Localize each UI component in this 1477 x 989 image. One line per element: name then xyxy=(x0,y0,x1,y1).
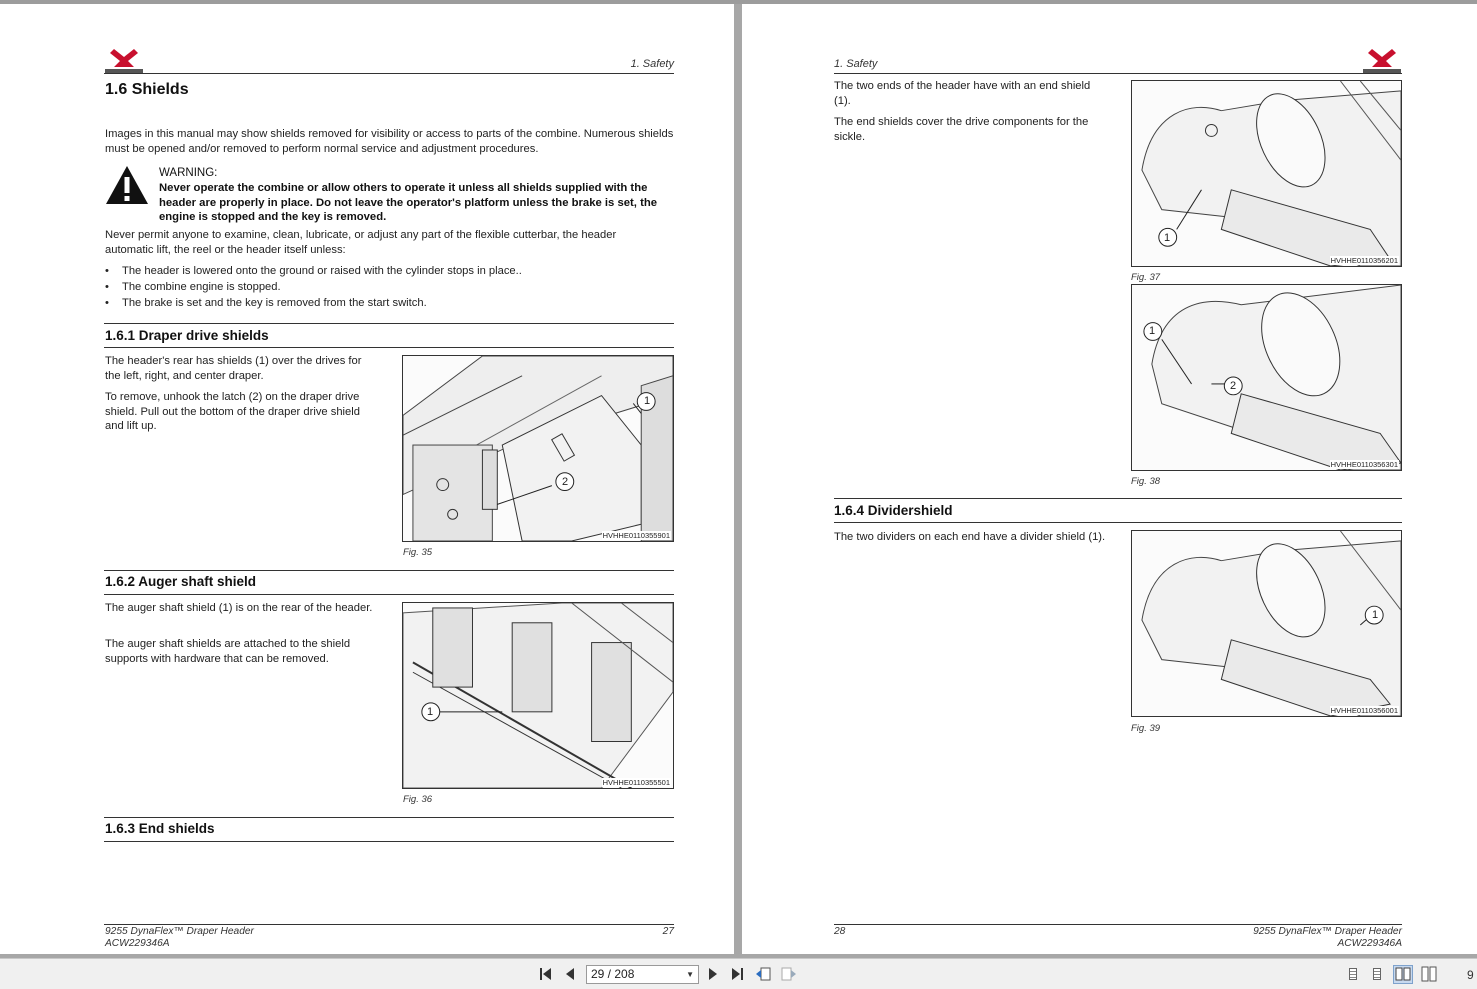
section-rule xyxy=(104,841,674,842)
massey-ferguson-logo xyxy=(1362,47,1402,75)
running-header: 1. Safety xyxy=(834,58,878,70)
warning-body: Never operate the combine or allow others to operate it unless all shields supplied with the header are properly in place. Do not leave the operator's platform unless the brake is set, the engine is stopped and the key is removed. xyxy=(159,182,658,223)
subsection-title-end: 1.6.3 End shields xyxy=(105,821,215,836)
auger-paragraph-1: The auger shaft shield (1) is on the rear of the header. xyxy=(105,602,373,614)
forward-view-button[interactable] xyxy=(780,965,798,983)
figure-caption: Fig. 35 xyxy=(403,547,433,558)
continuous-page-icon xyxy=(1373,968,1381,980)
callout-1: 1 xyxy=(1372,609,1379,621)
facing-pages-view-button[interactable] xyxy=(1393,965,1413,984)
footer-title: 9255 DynaFlex™ Draper Header xyxy=(1253,926,1402,937)
figure-caption: Fig. 39 xyxy=(1131,723,1161,734)
figure-37-image xyxy=(1131,80,1402,267)
first-page-icon xyxy=(537,965,555,983)
figure-39-image xyxy=(1131,530,1402,717)
massey-ferguson-logo xyxy=(104,47,144,75)
never-permit-paragraph: Never permit anyone to examine, clean, lubricate, or adjust any part of the flexible cutterbar, the header automatic lift, the reel or the header itself unless: xyxy=(105,229,617,256)
auger-paragraph-2: The auger shaft shields are attached to the shield supports with hardware that can be removed. xyxy=(105,638,351,665)
page-number-select[interactable] xyxy=(586,965,699,984)
viewer-toolbar xyxy=(0,958,1477,989)
section-rule xyxy=(834,498,1402,499)
continuous-facing-icon xyxy=(1419,965,1439,984)
warning-title: WARNING: xyxy=(159,167,218,179)
callout-1: 1 xyxy=(1164,232,1171,244)
next-page-button[interactable] xyxy=(704,965,722,983)
warning-triangle-icon xyxy=(104,164,150,206)
header-rule xyxy=(834,73,1402,74)
section-rule xyxy=(834,522,1402,523)
callout-2: 2 xyxy=(562,476,569,488)
divider-paragraph: The two dividers on each end have a divider shield (1). xyxy=(834,531,1106,543)
footer-rule xyxy=(104,924,674,925)
back-view-button[interactable] xyxy=(754,965,772,983)
figure-36-image xyxy=(402,602,674,789)
section-rule xyxy=(104,323,674,324)
continuous-facing-view-button[interactable] xyxy=(1419,965,1439,984)
figure-caption: Fig. 37 xyxy=(1131,272,1161,283)
single-page-view-button[interactable] xyxy=(1343,965,1363,984)
figure-code: HVHHE0110356201 xyxy=(1330,256,1398,265)
end-shield-paragraph-1: The two ends of the header have with an end shield (1). xyxy=(834,80,1091,107)
section-rule xyxy=(104,570,674,571)
back-view-icon xyxy=(754,965,772,983)
zoom-level[interactable]: 9 xyxy=(1467,968,1474,982)
end-shield-paragraph-2: The end shields cover the drive components for the sickle. xyxy=(834,116,1089,143)
figure-code: HVHHE0110356001 xyxy=(1330,706,1398,715)
callout-1: 1 xyxy=(427,706,434,718)
footer-rule xyxy=(834,924,1402,925)
subsection-title-auger: 1.6.2 Auger shaft shield xyxy=(105,574,257,589)
continuous-view-button[interactable] xyxy=(1367,965,1387,984)
header-rule xyxy=(104,73,674,74)
document-page-left xyxy=(0,4,734,954)
previous-page-icon xyxy=(561,965,579,983)
callout-1: 1 xyxy=(1149,325,1156,337)
intro-paragraph: Images in this manual may show shields removed for visibility or access to parts of the combine. Numerous shields must be opened and/or removed to perform normal service and adjustment procedures. xyxy=(105,128,674,155)
last-page-icon xyxy=(728,965,746,983)
page-indicator: 29 / 208 xyxy=(591,967,635,981)
draper-paragraph-2: To remove, unhook the latch (2) on the draper drive shield. Pull out the bottom of the draper drive shield and lift up. xyxy=(105,391,360,432)
figure-caption: Fig. 38 xyxy=(1131,476,1161,487)
figure-caption: Fig. 36 xyxy=(403,794,433,805)
page-number: 28 xyxy=(834,926,846,937)
facing-pages-icon xyxy=(1394,966,1412,983)
last-page-button[interactable] xyxy=(728,965,746,983)
forward-view-icon xyxy=(780,965,798,983)
running-header: 1. Safety xyxy=(630,58,674,70)
footer-code: ACW229346A xyxy=(1337,938,1402,949)
section-rule xyxy=(104,594,674,595)
figure-code: HVHHE0110356301 xyxy=(1330,460,1398,469)
bullet-item: • The header is lowered onto the ground or raised with the cylinder stops in place.. xyxy=(122,265,522,277)
figure-code: HVHHE0110355501 xyxy=(602,778,670,787)
bullet-item: • The combine engine is stopped. xyxy=(122,281,281,293)
callout-2: 2 xyxy=(1230,380,1237,392)
figure-code: HVHHE0110355901 xyxy=(602,531,670,540)
callout-1: 1 xyxy=(644,395,651,407)
first-page-button[interactable] xyxy=(537,965,555,983)
figure-35-image xyxy=(402,355,674,542)
previous-page-button[interactable] xyxy=(561,965,579,983)
footer-code: ACW229346A xyxy=(105,938,170,949)
section-rule xyxy=(104,817,674,818)
draper-paragraph-1: The header's rear has shields (1) over the drives for the left, right, and center draper. xyxy=(105,355,362,382)
footer-title: 9255 DynaFlex™ Draper Header xyxy=(105,926,254,937)
subsection-title-draper: 1.6.1 Draper drive shields xyxy=(105,328,269,343)
document-page-right xyxy=(742,4,1477,954)
page-number: 27 xyxy=(662,926,674,937)
subsection-title-divider: 1.6.4 Dividershield xyxy=(834,503,953,518)
single-page-icon xyxy=(1349,968,1357,980)
section-rule xyxy=(104,347,674,348)
next-page-icon xyxy=(704,965,722,983)
figure-38-image xyxy=(1131,284,1402,471)
section-title: 1.6 Shields xyxy=(105,81,189,98)
chevron-down-icon: ▼ xyxy=(686,970,694,979)
bullet-item: • The brake is set and the key is removed from the start switch. xyxy=(122,297,427,309)
